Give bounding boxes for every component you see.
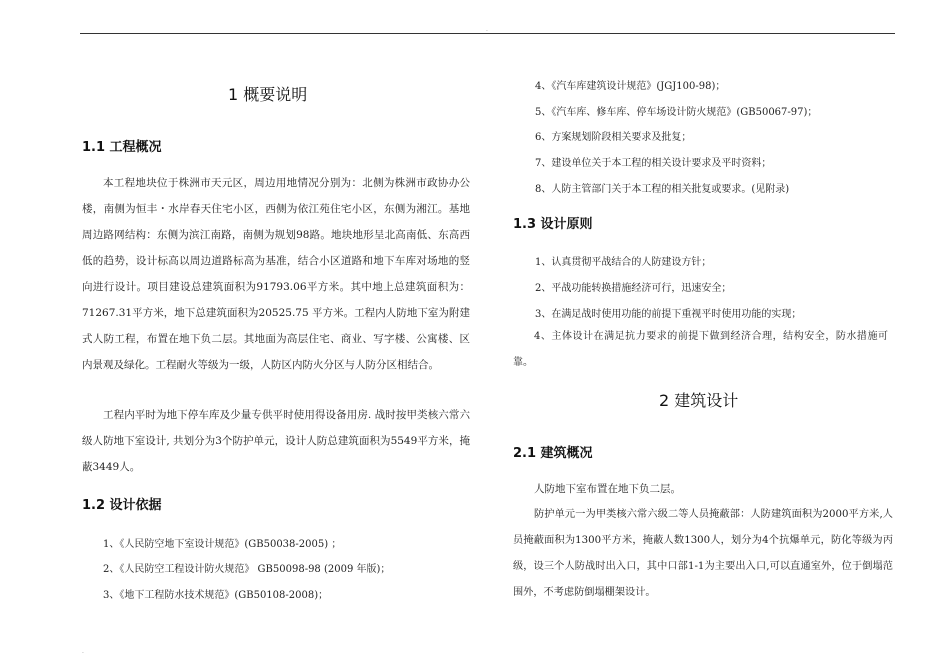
corner-mark: .: [82, 648, 84, 655]
principle-item: 3、在满足战时使用功能的前提下重视平时使用功能的实现；: [535, 309, 802, 320]
basis-item: 5、《汽车库、修车库、停车场设计防火规范》(GB50067-97)；: [535, 107, 818, 118]
section-title-1-1: 1.1 工程概况: [82, 140, 162, 155]
header-rule: [80, 33, 895, 34]
basis-item: 4、《汽车库建筑设计规范》(JGJ100-98)；: [535, 81, 726, 92]
chapter-title-2: 2 建筑设计: [659, 391, 739, 410]
basis-item: 3、《地下工程防水技术规范》(GB50108-2008)；: [103, 590, 329, 601]
section-title-1-2: 1.2 设计依据: [82, 498, 162, 513]
paragraph-basement: 人防地下室布置在地下负二层。: [534, 483, 681, 495]
section-title-2-1: 2.1 建筑概况: [513, 446, 593, 461]
chapter-title-1: 1 概要说明: [228, 85, 308, 104]
section-title-1-3: 1.3 设计原则: [513, 217, 593, 232]
basis-item: 8、人防主管部门关于本工程的相关批复或要求。(见附录): [535, 184, 790, 195]
principle-item: 1、认真贯彻平战结合的人防建设方针；: [535, 257, 712, 268]
paragraph-project-overview: 本工程地块位于株洲市天元区，周边用地情况分别为：北侧为株洲市政协办公楼，南侧为恒丰・水岸春天住宅小区，西侧为依江苑住宅小区，东侧为湘江。基地周边路网结构：东侧为滨江南路，南侧为规划98路。地块地形呈北高南低、东高西低的趋势，设计标高以周边道路标高为基准，结合小区道路和地下车库对场地的竖向进行设计。项目建设总建筑面积为91793.06平方米。其中地上总建筑面积为：71267.31平方米，地下总建筑面积为20525.75 平方米。工程内人防地下室为附建式人防工程，布置在地下负二层。其地面为高层住宅、商业、写字楼、公寓楼、区内景观及绿化。工程耐火等级为一级，人防区内防火分区与人防分区相结合。: [82, 177, 470, 371]
basis-item: 2、《人民防空工程设计防火规范》 GB50098-98 (2009 年版)；: [103, 564, 391, 575]
principle-item: 2、平战功能转换措施经济可行，迅速安全；: [535, 283, 732, 294]
principle-item: 4、主体设计在满足抗力要求的前提下做到经济合理，结构安全，防水措施可靠。: [513, 331, 888, 368]
paragraph-civil-defense: 工程内平时为地下停车库及少量专供平时使用得设备用房. 战时按甲类核六常六级人防地下室设计, 共划分为3个防护单元，设计人防总建筑面积为5549平方米，掩蔽3449人。: [82, 409, 470, 473]
basis-item: 7、建设单位关于本工程的相关设计要求及平时资料；: [535, 158, 772, 169]
basis-item: 6、方案规划阶段相关要求及批复；: [535, 132, 692, 143]
paragraph-protection-unit: 防护单元一为甲类核六常六级二等人员掩蔽部：人防建筑面积为2000平方米,人员掩蔽面积为1300平方米，掩蔽人数1300人，划分为4个抗爆单元，防化等级为丙级，设三个人防战时出入口，其中口部1-1为主要出入口,可以直通室外，位于倒塌范围外，不考虑防倒塌棚架设计。: [513, 509, 893, 598]
basis-item: 1、《人民防空地下室设计规范》(GB50038-2005) ；: [103, 539, 342, 550]
header-mark: .: [486, 26, 488, 33]
